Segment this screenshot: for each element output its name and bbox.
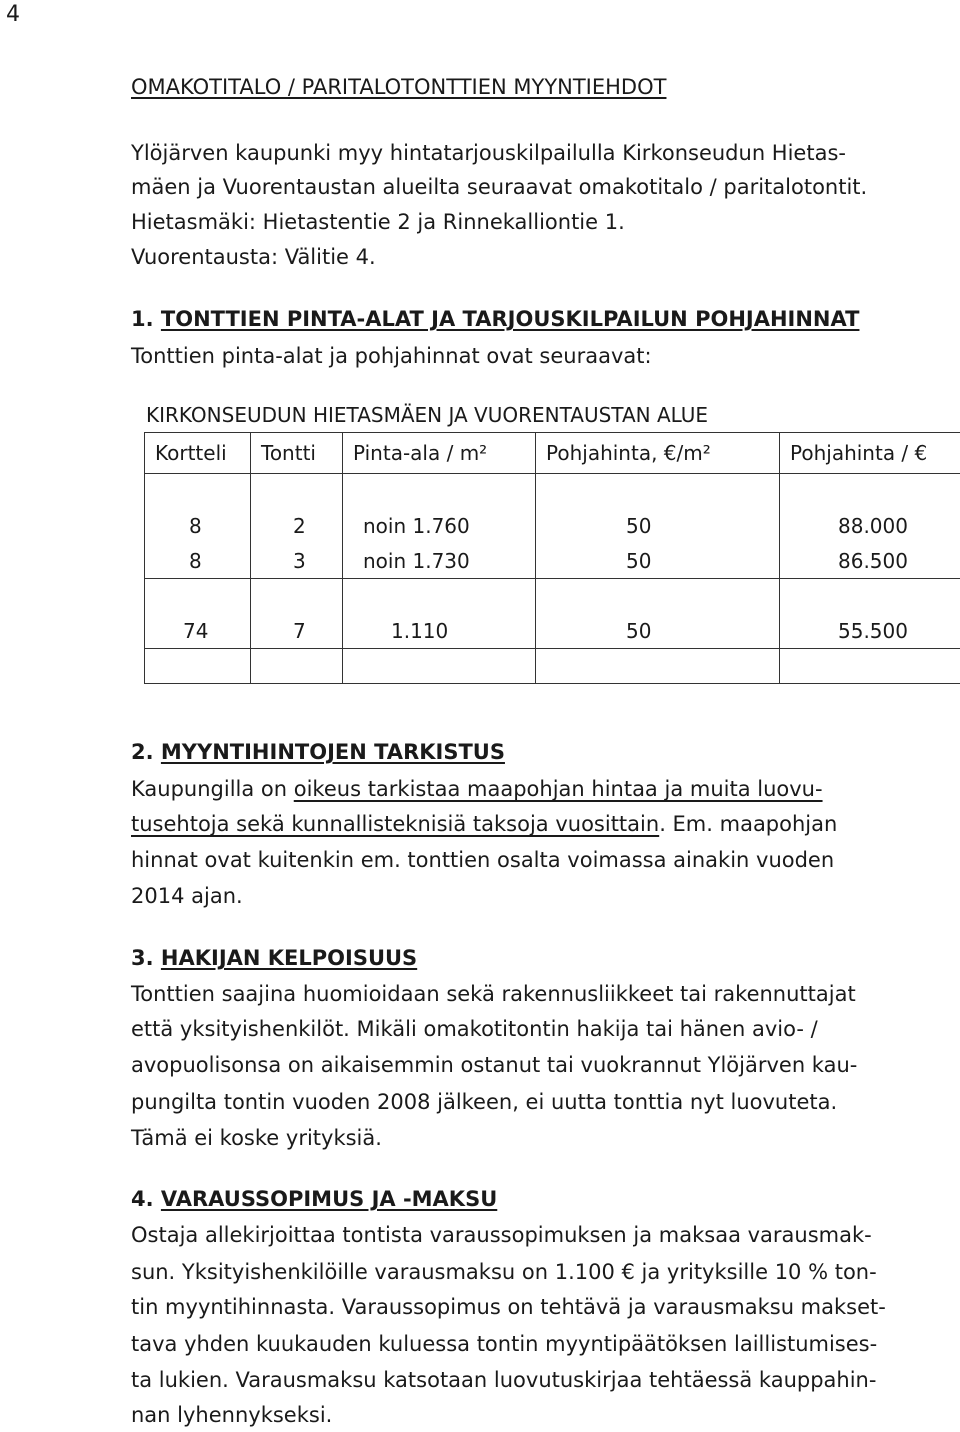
section-2-number: 2. <box>131 740 154 764</box>
table-spacer-row <box>145 649 960 684</box>
section-3-title: HAKIJAN KELPOISUUS <box>160 946 418 970</box>
section-1-heading <box>131 307 859 331</box>
document-title: OMAKOTITALO / PARITALOTONTTIEN MYYNTIEHDOT <box>131 75 667 99</box>
cell-kortteli: 8 <box>145 543 251 579</box>
section-4-line-1: Ostaja allekirjoittaa tontista varaussopimuksen ja maksaa varausmak- <box>131 1223 872 1247</box>
header-pohjahinta-total: Pohjahinta / € <box>780 433 960 474</box>
section-1-number: 1. <box>131 307 154 331</box>
underlined-text: oikeus tarkistaa maapohjan hintaa ja muita luovu- <box>293 777 823 801</box>
cell-pohjahinta-per-m2: 50 <box>536 543 780 579</box>
section-1-text: Tonttien pinta-alat ja pohjahinnat ovat seuraavat: <box>131 344 652 368</box>
cell-pinta-ala: noin 1.730 <box>343 543 536 579</box>
cell-pohjahinta-total: 55.500 <box>780 613 960 649</box>
section-3-heading <box>131 946 417 970</box>
table-row <box>145 613 960 649</box>
section-2-heading <box>131 740 505 764</box>
section-4-line-4: tava yhden kuukauden kuluessa tontin myyntipäätöksen laillistumises- <box>131 1332 878 1356</box>
header-kortteli: Kortteli <box>145 433 251 474</box>
intro-line-2: mäen ja Vuorentaustan alueilta seuraavat omakotitalo / paritalotontit. <box>131 175 868 199</box>
section-2-line-3: hinnat ovat kuitenkin em. tonttien osalta voimassa ainakin vuoden <box>131 848 835 872</box>
section-2-line-4: 2014 ajan. <box>131 884 243 908</box>
intro-line-3: Hietasmäki: Hietastentie 2 ja Rinnekalliontie 1. <box>131 210 625 234</box>
section-4-line-6: nan lyhennykseksi. <box>131 1403 333 1427</box>
section-4-heading <box>131 1187 497 1211</box>
text-span: . Em. maapohjan <box>659 812 838 836</box>
cell-tontti: 7 <box>251 613 343 649</box>
lots-table <box>144 432 960 684</box>
header-tontti: Tontti <box>251 433 343 474</box>
section-4-line-3: tin myyntihinnasta. Varaussopimus on tehtävä ja varausmaksu makset- <box>131 1295 886 1319</box>
cell-kortteli: 74 <box>145 613 251 649</box>
cell-pinta-ala: noin 1.760 <box>343 508 536 543</box>
table-row <box>145 508 960 543</box>
section-3-line-4: pungilta tontin vuoden 2008 jälkeen, ei uutta tonttia nyt luovuteta. <box>131 1090 838 1114</box>
section-2-line-2 <box>131 812 837 836</box>
section-4-title: VARAUSSOPIMUS JA -MAKSU <box>160 1187 498 1211</box>
table-row <box>145 543 960 579</box>
header-pinta-ala: Pinta-ala / m² <box>343 433 536 474</box>
section-1-title: TONTTIEN PINTA-ALAT JA TARJOUSKILPAILUN POHJAHINNAT <box>160 307 860 331</box>
section-3-number: 3. <box>131 946 154 970</box>
table-spacer-row <box>145 579 960 614</box>
cell-pohjahinta-per-m2: 50 <box>536 613 780 649</box>
underlined-text: tusehtoja sekä kunnallisteknisiä taksoja vuosittain <box>131 812 660 836</box>
section-3-line-3: avopuolisonsa on aikaisemmin ostanut tai vuokrannut Ylöjärven kau- <box>131 1053 858 1077</box>
intro-line-4: Vuorentausta: Välitie 4. <box>131 245 376 269</box>
section-3-line-1: Tonttien saajina huomioidaan sekä rakennusliikkeet tai rakennuttajat <box>131 982 856 1006</box>
cell-pohjahinta-per-m2: 50 <box>536 508 780 543</box>
table-spacer-row <box>145 474 960 509</box>
table-caption: KIRKONSEUDUN HIETASMÄEN JA VUORENTAUSTAN ALUE <box>146 403 709 427</box>
section-4-line-2: sun. Yksityishenkilöille varausmaksu on 1.100 € ja yrityksille 10 % ton- <box>131 1260 877 1284</box>
intro-line-1: Ylöjärven kaupunki myy hintatarjouskilpailulla Kirkonseudun Hietas- <box>131 141 846 165</box>
section-3-line-2: että yksityishenkilöt. Mikäli omakotitontin hakija tai hänen avio- / <box>131 1017 818 1041</box>
section-4-line-5: ta lukien. Varausmaksu katsotaan luovutuskirjaa tehtäessä kauppahin- <box>131 1368 877 1392</box>
table-header-row <box>145 433 960 474</box>
page-number: 4 <box>6 2 20 27</box>
header-pohjahinta-per-m2: Pohjahinta, €/m² <box>536 433 780 474</box>
section-2-title: MYYNTIHINTOJEN TARKISTUS <box>160 740 505 764</box>
section-4-number: 4. <box>131 1187 154 1211</box>
cell-tontti: 2 <box>251 508 343 543</box>
cell-pinta-ala: 1.110 <box>343 613 536 649</box>
section-3-line-5: Tämä ei koske yrityksiä. <box>131 1126 382 1150</box>
cell-tontti: 3 <box>251 543 343 579</box>
section-2-line-1 <box>131 777 823 801</box>
cell-kortteli: 8 <box>145 508 251 543</box>
cell-pohjahinta-total: 86.500 <box>780 543 960 579</box>
cell-pohjahinta-total: 88.000 <box>780 508 960 543</box>
text-span: Kaupungilla on <box>131 777 294 801</box>
